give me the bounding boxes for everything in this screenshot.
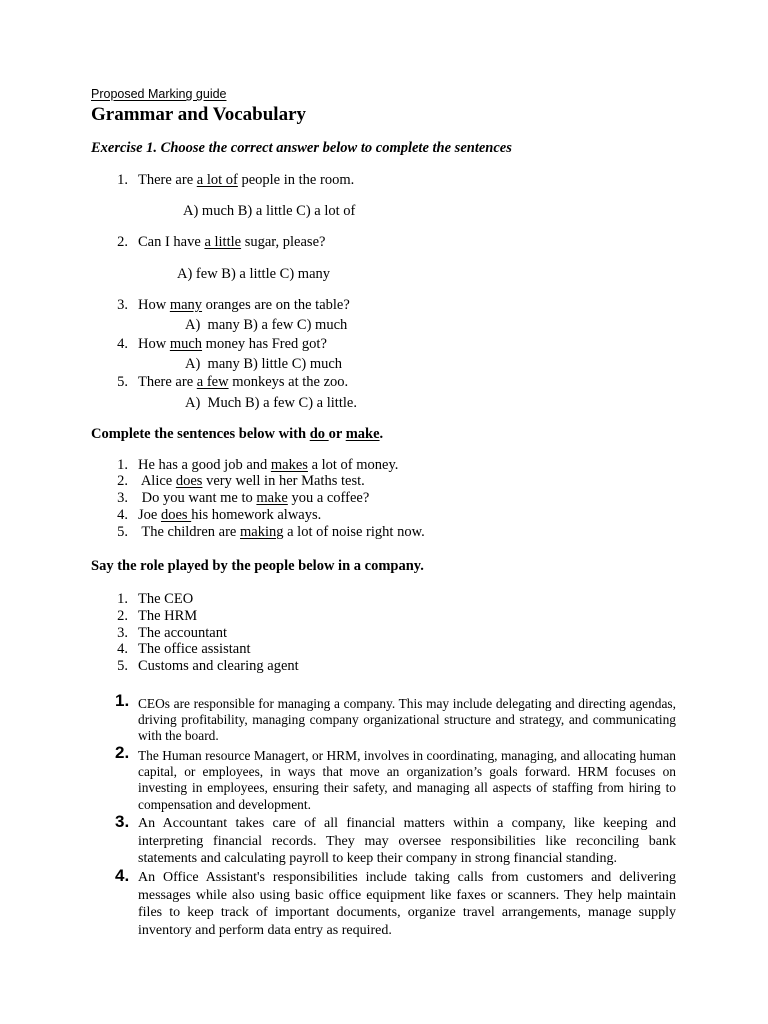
- answer-underlined: many: [169, 297, 203, 313]
- options-5: A) Much B) a few C) a little.: [185, 395, 357, 411]
- role-text: The accountant: [138, 625, 227, 641]
- answer-paragraph-4: An Office Assistant's responsibilities include taking calls from customers and delivering messages while also using basic office equipment like faxes or scanners. They help maintain files to keep track of important documents, organize travel arrangements, manage supply inventory and perform data entry as required.: [138, 870, 676, 938]
- answer-underlined: making: [240, 524, 284, 540]
- answer-underlined: does: [160, 507, 192, 523]
- answer-underlined: much: [169, 336, 203, 352]
- role-number: 2.: [117, 608, 128, 624]
- options-4: A) many B) little C) much: [185, 356, 343, 372]
- heading-text: Complete the sentences below with: [91, 426, 310, 442]
- question-number: 5.: [117, 374, 128, 390]
- question-text: monkeys at the zoo.: [228, 374, 349, 390]
- sentence-text: a lot of noise right now.: [283, 524, 425, 540]
- answer-underlined: does: [175, 473, 203, 489]
- question-number: 3.: [117, 297, 128, 313]
- answer-paragraph-2: The Human resource Managert, or HRM, involves in coordinating, managing, and allocating human capital, or employees, in ways that move an organization’s goals forward. HRM focuses on investing in employees, ensuring their safety, and managing all aspects of staffing from hiring to compensation and development.: [138, 748, 676, 812]
- role-4: [106, 641, 250, 658]
- sentence-text: Alice: [138, 473, 176, 489]
- sentence-number: 4.: [117, 507, 128, 523]
- question-5: [106, 374, 348, 391]
- question-text: sugar, please?: [241, 234, 326, 250]
- question-text: people in the room.: [237, 172, 355, 188]
- answer-number-2: 2.: [115, 743, 130, 762]
- exercise2-heading: [91, 426, 383, 443]
- answer-underlined: makes: [270, 457, 308, 473]
- sentence-text: Do you want me to: [138, 490, 257, 506]
- question-text: money has Fred got?: [202, 336, 327, 352]
- sentence-text: very well in her Maths test.: [202, 473, 365, 489]
- question-text: There are: [138, 172, 197, 188]
- role-number: 1.: [117, 591, 128, 607]
- sentence-text: his homework always.: [191, 507, 322, 523]
- sentence-number: 5.: [117, 524, 128, 540]
- question-text: Can I have: [138, 234, 205, 250]
- answer-number-3: 3.: [115, 812, 130, 831]
- question-3: [106, 297, 350, 314]
- role-2: [106, 608, 197, 625]
- answer-paragraph-1: CEOs are responsible for managing a company. This may include delegating and directing agendas, driving profitability, managing company organizational structure and strategy, and communicating with the board.: [138, 696, 676, 744]
- exercise3-heading: Say the role played by the people below in a company.: [91, 558, 424, 574]
- sentence-4: [106, 507, 321, 524]
- heading-make-word: make: [345, 426, 380, 442]
- question-text: How: [138, 336, 170, 352]
- heading-text: .: [379, 426, 384, 442]
- role-text: The HRM: [138, 608, 198, 624]
- sentence-number: 2.: [117, 473, 128, 489]
- question-number: 2.: [117, 234, 128, 250]
- heading-text: or: [328, 426, 346, 442]
- sentence-3: [106, 490, 369, 507]
- role-text: The office assistant: [138, 641, 251, 657]
- question-4: [106, 336, 327, 353]
- answer-underlined: make: [256, 490, 288, 506]
- question-text: There are: [138, 374, 197, 390]
- role-number: 5.: [117, 658, 128, 674]
- answer-underlined: a little: [204, 234, 242, 250]
- marking-guide-title: Proposed Marking guide: [91, 87, 227, 101]
- answer-underlined: a few: [196, 374, 229, 390]
- sentence-text: a lot of money.: [307, 457, 399, 473]
- role-number: 3.: [117, 625, 128, 641]
- page-title: Grammar and Vocabulary: [91, 104, 307, 125]
- options-2: A) few B) a little C) many: [177, 266, 331, 282]
- answer-paragraph-3: An Accountant takes care of all financial matters within a company, like keeping and interpreting financial records. They may oversee responsibilities like reconciling bank statements and calculating payroll to keep their company in strong financial standing.: [138, 816, 676, 867]
- sentence-5: [106, 524, 425, 541]
- question-number: 4.: [117, 336, 128, 352]
- heading-do-word: do: [309, 426, 329, 442]
- role-5: [106, 658, 299, 675]
- answer-underlined: a lot of: [196, 172, 238, 188]
- sentence-1: [106, 457, 398, 474]
- role-text: The CEO: [138, 591, 194, 607]
- answer-number-4: 4.: [115, 866, 130, 885]
- role-1: [106, 591, 193, 608]
- exercise1-heading: Exercise 1. Choose the correct answer below to complete the sentences: [91, 140, 512, 156]
- options-1: A) much B) a little C) a lot of: [183, 203, 356, 219]
- options-3: A) many B) a few C) much: [185, 317, 348, 333]
- question-2: [106, 234, 325, 251]
- sentence-number: 3.: [117, 490, 128, 506]
- role-text: Customs and clearing agent: [138, 658, 299, 674]
- role-3: [106, 625, 227, 642]
- role-number: 4.: [117, 641, 128, 657]
- sentence-text: He has a good job and: [138, 457, 271, 473]
- sentence-2: [106, 473, 365, 490]
- sentence-number: 1.: [117, 457, 128, 473]
- sentence-text: Joe: [138, 507, 161, 523]
- sentence-text: you a coffee?: [287, 490, 370, 506]
- question-number: 1.: [117, 172, 128, 188]
- question-text: How: [138, 297, 170, 313]
- answer-number-1: 1.: [115, 691, 130, 710]
- sentence-text: The children are: [138, 524, 240, 540]
- question-text: oranges are on the table?: [202, 297, 350, 313]
- question-1: [106, 172, 354, 189]
